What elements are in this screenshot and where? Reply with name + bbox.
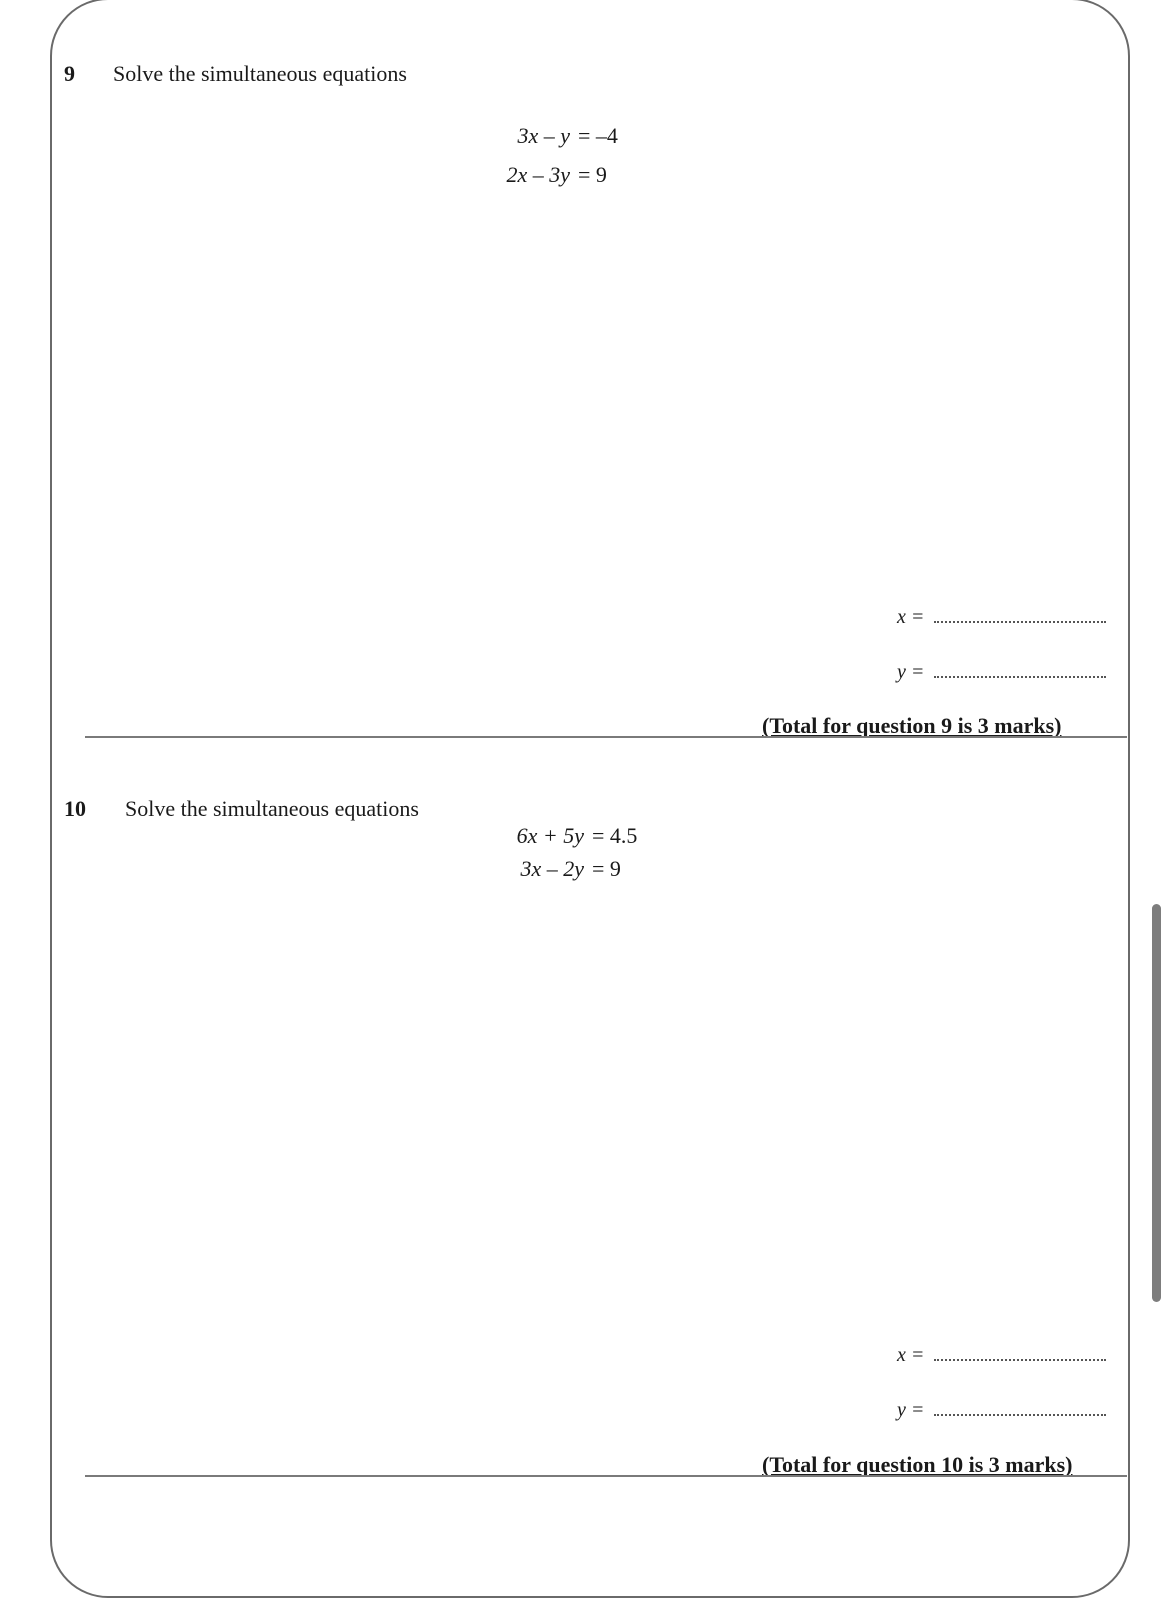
question-10-total-marks: (Total for question 10 is 3 marks) <box>762 1452 1073 1477</box>
question-10-x-answer-line[interactable] <box>934 1343 1106 1361</box>
question-10-x-answer <box>897 1343 1106 1367</box>
question-10-equation-1-lhs: 6x + 5y <box>516 823 584 848</box>
question-9-y-label: y = <box>897 661 925 683</box>
question-9-prompt: Solve the simultaneous equations <box>113 61 407 86</box>
question-10-equation-2-lhs: 3x – 2y <box>520 856 584 881</box>
question-10-y-answer <box>897 1398 1106 1422</box>
question-10-y-label: y = <box>897 1399 925 1421</box>
question-10-equation-2 <box>488 856 621 882</box>
question-9-y-answer-line[interactable] <box>934 660 1106 678</box>
question-9-x-answer <box>897 605 1106 629</box>
question-9-total-marks: (Total for question 9 is 3 marks) <box>762 713 1062 738</box>
question-9-number: 9 <box>64 61 75 86</box>
question-9-y-answer <box>897 660 1106 684</box>
question-10-x-label: x = <box>897 1344 925 1366</box>
question-10-prompt: Solve the simultaneous equations <box>125 796 419 821</box>
question-10-equation-2-rhs: = 9 <box>592 856 621 881</box>
question-10-equation-1 <box>488 823 637 849</box>
scrollbar-thumb[interactable] <box>1152 904 1161 1302</box>
question-9-equation-1 <box>470 123 618 149</box>
question-10-number: 10 <box>64 796 86 821</box>
question-9-x-label: x = <box>897 606 925 628</box>
question-9-equation-1-lhs: 3x – y <box>517 123 570 148</box>
question-9-equation-1-rhs: = –4 <box>578 123 618 148</box>
question-9-equation-2 <box>470 162 607 188</box>
question-10-y-answer-line[interactable] <box>934 1398 1106 1416</box>
question-10-equation-1-rhs: = 4.5 <box>592 823 638 848</box>
question-10-divider <box>85 1475 1127 1477</box>
question-9-divider <box>85 736 1127 738</box>
question-9-x-answer-line[interactable] <box>934 605 1106 623</box>
question-9-equation-2-rhs: = 9 <box>578 162 607 187</box>
question-9-equation-2-lhs: 2x – 3y <box>506 162 570 187</box>
